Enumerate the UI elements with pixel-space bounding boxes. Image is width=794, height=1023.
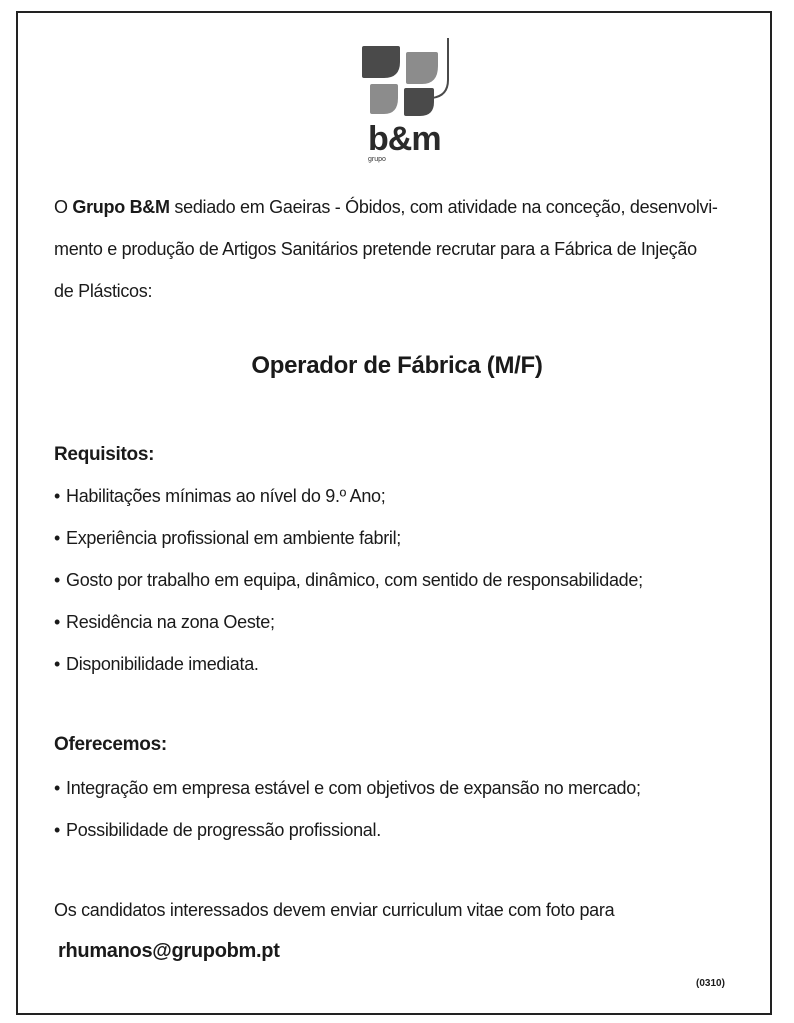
reference-code: (0310) [696, 978, 725, 989]
intro-line-2: mento e produção de Artigos Sanitários pretende recrutar para a Fábrica de Injeção [54, 239, 697, 259]
requirements-list [54, 475, 643, 685]
list-item: • Gosto por trabalho em equipa, dinâmico, com sentido de responsabilidade; [54, 559, 643, 601]
offer-list [54, 767, 641, 851]
list-item: • Habilitações mínimas ao nível do 9.º Ano; [54, 475, 643, 517]
leaf-mark-icon [356, 36, 456, 120]
company-name: Grupo B&M [72, 197, 170, 217]
offer-heading: Oferecemos: [54, 734, 167, 755]
intro-paragraph [54, 186, 744, 312]
requirements-heading: Requisitos: [54, 444, 155, 465]
intro-line-1: sediado em Gaeiras - Óbidos, com atividade na conceção, desenvolvi- [169, 197, 718, 217]
logo-subtitle: grupo [368, 156, 386, 163]
intro-line-3: de Plásticos: [54, 281, 153, 301]
intro-prefix: O [54, 197, 73, 217]
contact-email[interactable]: rhumanos@grupobm.pt [58, 940, 280, 962]
list-item: • Experiência profissional em ambiente fabril; [54, 517, 643, 559]
list-item: • Disponibilidade imediata. [54, 643, 643, 685]
list-item: • Possibilidade de progressão profissional. [54, 809, 641, 851]
logo-wordmark: b&m [368, 120, 441, 158]
list-item: • Integração em empresa estável e com objetivos de expansão no mercado; [54, 767, 641, 809]
job-title: Operador de Fábrica (M/F) [251, 352, 543, 379]
list-item: • Residência na zona Oeste; [54, 601, 643, 643]
contact-text: Os candidatos interessados devem enviar curriculum vitae com foto para [54, 900, 615, 920]
company-logo [356, 36, 456, 166]
